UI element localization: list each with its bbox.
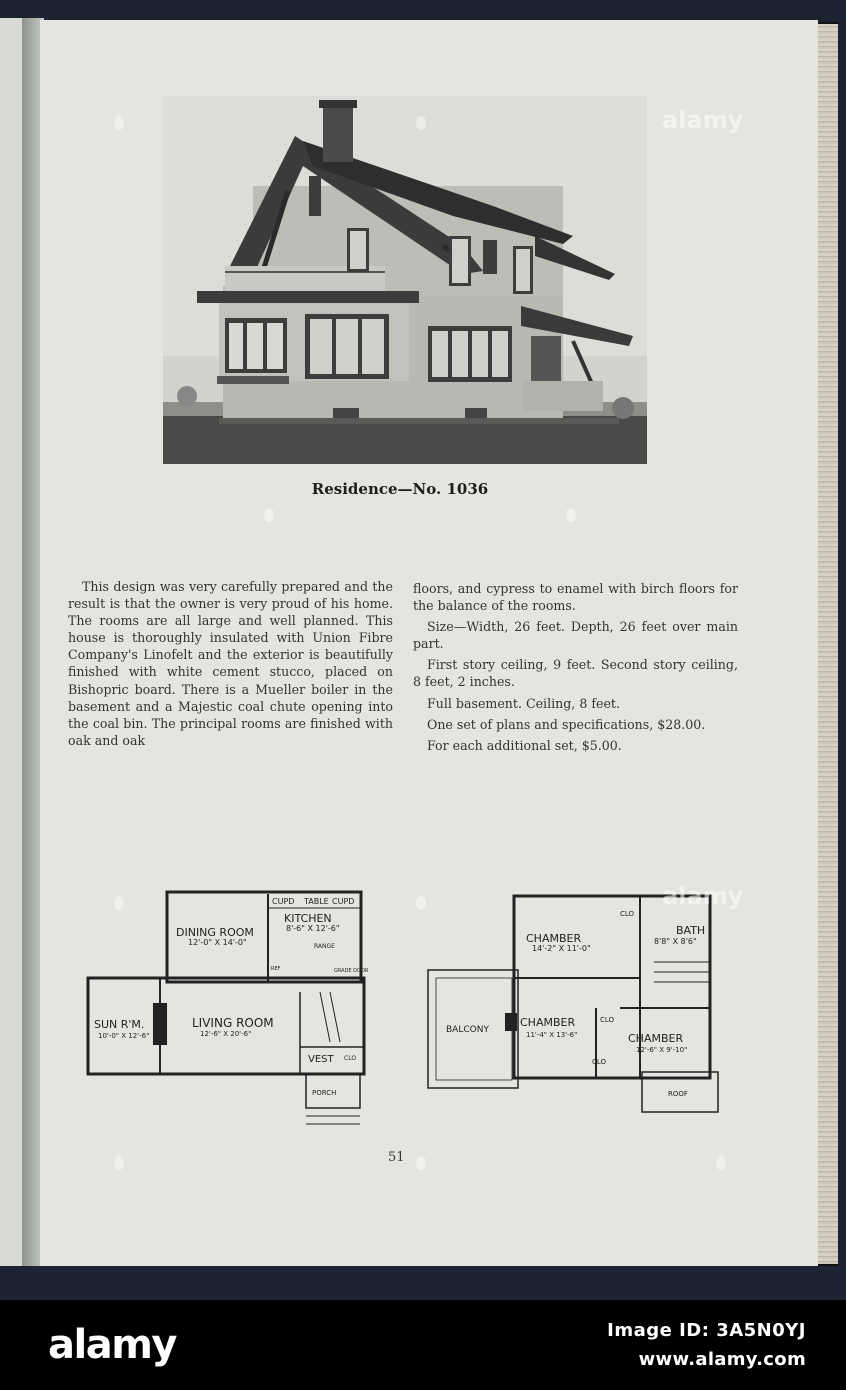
watermark-dot — [114, 1156, 124, 1170]
vest-label: VEST — [308, 1054, 334, 1065]
bath-label: BATH — [676, 924, 706, 937]
kitchen-size: 8'-6" X 12'-6" — [286, 924, 340, 933]
living-room-size: 12'-6" X 20'-6" — [200, 1030, 252, 1038]
image-id: Image ID: 3A5N0YJ — [607, 1320, 806, 1341]
basement-spec: Full basement. Ceiling, 8 feet. — [427, 695, 620, 711]
house-photograph — [163, 96, 647, 464]
chamber-1-size: 14'-2" X 11'-0" — [532, 944, 591, 953]
watermark-dot — [416, 896, 426, 910]
chamber-1-label: CHAMBER — [526, 932, 582, 945]
additional-set-price: For each additional set, $5.00. — [427, 737, 622, 753]
watermark-dot — [264, 508, 274, 522]
plan-price: One set of plans and specifications, $28.00. — [427, 716, 706, 732]
description-left-column — [68, 578, 393, 749]
watermark-dot — [114, 896, 124, 910]
ref-label: REF — [271, 966, 281, 972]
dining-room-size: 12'-0" X 14'-0" — [188, 938, 247, 947]
watermark-dot — [416, 1156, 426, 1170]
table-label: TABLE — [304, 897, 329, 906]
second-floor-plan — [428, 896, 718, 1112]
closet-1-label: CLO — [620, 910, 635, 918]
closet-3-label: CLO — [592, 1058, 607, 1066]
kitchen-label: KITCHEN — [284, 912, 332, 925]
page-number: 51 — [388, 1150, 405, 1165]
alamy-logo: alamy — [48, 1322, 176, 1368]
ceiling-spec: First story ceiling, 9 feet. Second story ceiling, 8 feet, 2 inches. — [413, 657, 738, 690]
living-room-label: LIVING ROOM — [192, 1016, 274, 1030]
porch-label: PORCH — [312, 1089, 337, 1097]
residence-caption: Residence—No. 1036 — [311, 480, 489, 498]
cupd-left-label: CUPD — [272, 897, 295, 906]
source-url[interactable]: www.alamy.com — [638, 1349, 806, 1370]
image-info — [607, 1320, 806, 1370]
chamber-3-size: 12'-6" X 9'-10" — [636, 1046, 688, 1054]
description-paragraph: This design was very carefully prepared and the result is that the owner is very proud of his home. The rooms are all large and well planned. This house is thoroughly insulated with Union Fibre Company's Linofelt and the exterior is beautifully finished with white cement stucco, placed on Bishopric board. There is a Mueller boiler in the basement and a Majestic coal chute opening into the coal bin. The principal rooms are finished with oak and oak — [68, 579, 393, 748]
balcony-label: BALCONY — [446, 1025, 489, 1035]
watermark-bottom: alamy — [662, 882, 744, 910]
floor-plans — [80, 882, 730, 1142]
book-cover-bottom — [0, 1266, 846, 1304]
left-page-edge — [0, 18, 24, 1268]
sun-room-label: SUN R'M. — [94, 1018, 145, 1031]
size-spec: Size—Width, 26 feet. Depth, 26 feet over main part. — [413, 619, 738, 652]
chamber-2-label: CHAMBER — [520, 1016, 576, 1029]
grade-door-label: GRADE DOOR — [334, 968, 369, 974]
watermark-top: alamy — [662, 106, 744, 134]
right-page-edges — [816, 24, 840, 1264]
watermark-dot — [566, 508, 576, 522]
closet-2-label: CLO — [600, 1016, 615, 1024]
dining-room-label: DINING ROOM — [176, 926, 254, 939]
closet-label: CLO — [344, 1055, 357, 1062]
description-continuation: floors, and cypress to enamel with birch floors for the balance of the rooms. — [413, 581, 738, 614]
watermark-dot — [416, 116, 426, 130]
roof-label: ROOF — [668, 1090, 688, 1098]
book-cover-right — [838, 22, 846, 1268]
book-page — [40, 20, 818, 1268]
watermark-dot — [716, 1156, 726, 1170]
stock-footer-bar — [0, 1300, 846, 1390]
sun-room-size: 10'-0" X 12'-6" — [98, 1032, 150, 1040]
watermark-dot — [114, 116, 124, 130]
chamber-2-size: 11'-4" X 13'-6" — [526, 1031, 578, 1039]
bath-size: 8'8" X 8'6" — [654, 937, 697, 946]
book-cover-top — [0, 0, 846, 22]
first-floor-labels — [94, 897, 369, 1097]
range-label: RANGE — [314, 943, 335, 950]
second-floor-labels — [446, 910, 705, 1098]
cupd-right-label: CUPD — [332, 897, 355, 906]
description-right-column — [413, 580, 738, 758]
chamber-3-label: CHAMBER — [628, 1032, 684, 1045]
